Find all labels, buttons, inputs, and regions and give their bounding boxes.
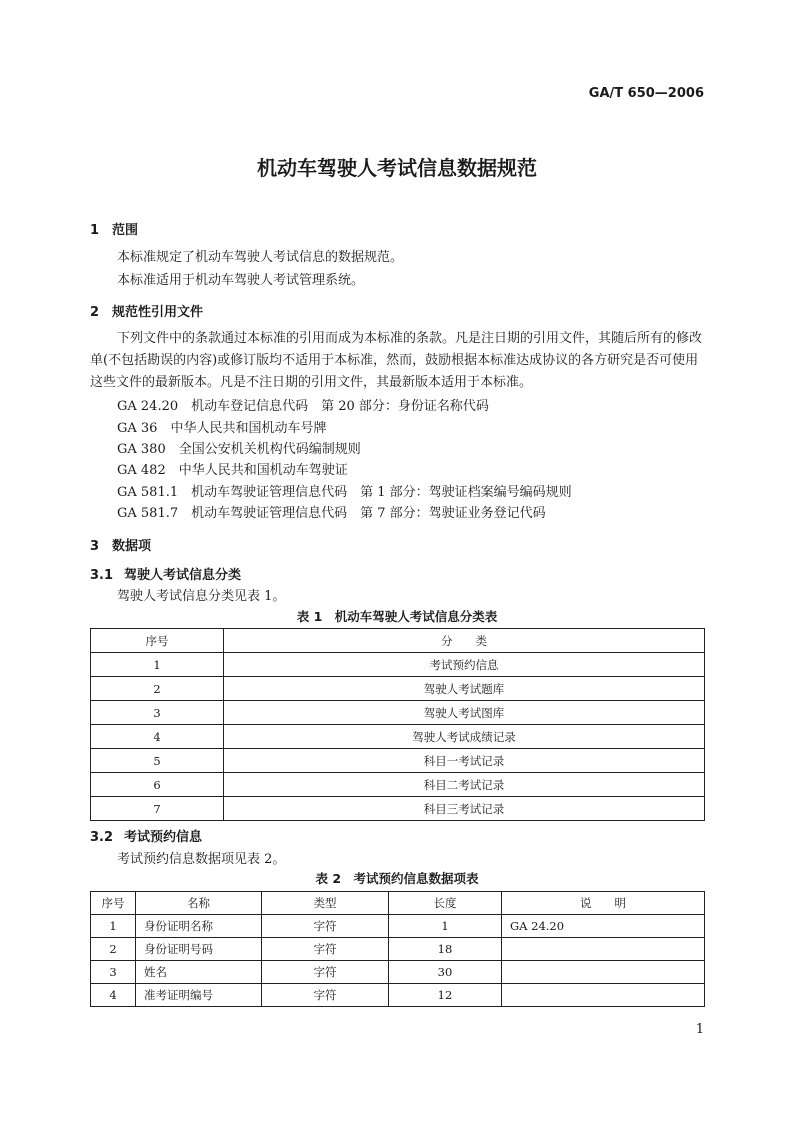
reference-item: GA 482 中华人民共和国机动车驾驶证 <box>117 463 348 478</box>
section-2-intro: 下列文件中的条款通过本标准的引用而成为本标准的条款。凡是注日期的引用文件，其随后所有的修改单(不包括勘误的内容)或修订版均不适用于本标准，然而，鼓励根据本标准达成协议的各方研究是否可使用这些文件的最新版本。凡是不注日期的引用文件，其最新版本适用于本标准。 <box>90 331 703 390</box>
table-cell: 2 <box>91 677 224 701</box>
section-3-heading <box>90 535 151 554</box>
table-cell: 身份证明号码 <box>136 938 262 961</box>
reference-item: GA 24.20 机动车登记信息代码 第 20 部分：身份证名称代码 <box>117 399 489 414</box>
table-row <box>91 701 705 725</box>
table-cell <box>502 984 705 1007</box>
reference-item: GA 581.1 机动车驾驶证管理信息代码 第 1 部分：驾驶证档案编号编码规则 <box>117 485 572 500</box>
section-title: 规范性引用文件 <box>112 305 204 320</box>
table-cell: 1 <box>91 915 136 938</box>
standard-number: GA/T 650—2006 <box>588 86 704 101</box>
table-cell: 4 <box>91 984 136 1007</box>
table-1 <box>90 628 705 821</box>
table-row <box>91 677 705 701</box>
table-row <box>91 725 705 749</box>
table-cell <box>502 961 705 984</box>
section-1-heading <box>90 219 138 238</box>
paragraph: 本标准适用于机动车驾驶人考试管理系统。 <box>117 273 365 288</box>
table-cell: 科目三考试记录 <box>224 797 705 821</box>
reference-item: GA 380 全国公安机关机构代码编制规则 <box>117 442 361 457</box>
section-title: 范围 <box>112 223 139 238</box>
table-cell: 身份证明名称 <box>136 915 262 938</box>
section-number: 3.1 <box>90 568 114 583</box>
table-1-caption: 表 1 机动车驾驶人考试信息分类表 <box>296 609 498 624</box>
table-row <box>91 653 705 677</box>
table-cell: 3 <box>91 701 224 725</box>
table-row <box>91 915 705 938</box>
section-title: 数据项 <box>112 539 152 554</box>
table-cell: 18 <box>389 938 502 961</box>
section-number: 2 <box>90 305 100 320</box>
table-cell: 12 <box>389 984 502 1007</box>
table-cell: 字符 <box>262 915 389 938</box>
table-row <box>91 773 705 797</box>
paragraph: 驾驶人考试信息分类见表 1。 <box>117 589 286 604</box>
column-header: 序号 <box>91 629 224 653</box>
table-2-caption: 表 2 考试预约信息数据项表 <box>315 871 479 886</box>
table-cell: 科目二考试记录 <box>224 773 705 797</box>
table-cell: 5 <box>91 749 224 773</box>
table-cell: 1 <box>389 915 502 938</box>
table-header-row <box>91 892 705 915</box>
section-title: 考试预约信息 <box>124 830 203 845</box>
column-header: 长度 <box>389 892 502 915</box>
table-row <box>91 938 705 961</box>
section-3-1-heading <box>90 564 241 583</box>
column-header: 说 明 <box>502 892 705 915</box>
paragraph: 考试预约信息数据项见表 2。 <box>117 852 286 867</box>
table-cell: 7 <box>91 797 224 821</box>
table-cell: 3 <box>91 961 136 984</box>
section-number: 1 <box>90 223 100 238</box>
table-header-row <box>91 629 705 653</box>
table-cell: 考试预约信息 <box>224 653 705 677</box>
section-2-heading <box>90 301 203 320</box>
table-cell: 科目一考试记录 <box>224 749 705 773</box>
document-title: 机动车驾驶人考试信息数据规范 <box>257 156 537 180</box>
table-cell: 4 <box>91 725 224 749</box>
table-cell: 字符 <box>262 984 389 1007</box>
table-cell: GA 24.20 <box>502 915 705 938</box>
table-cell: 姓名 <box>136 961 262 984</box>
section-number: 3 <box>90 539 100 554</box>
section-number: 3.2 <box>90 830 114 845</box>
table-cell: 字符 <box>262 938 389 961</box>
page-number: 1 <box>695 1022 704 1037</box>
section-3-2-heading <box>90 826 202 845</box>
table-row <box>91 984 705 1007</box>
reference-item: GA 36 中华人民共和国机动车号牌 <box>117 421 327 436</box>
table-cell: 2 <box>91 938 136 961</box>
table-cell: 字符 <box>262 961 389 984</box>
column-header: 名称 <box>136 892 262 915</box>
section-title: 驾驶人考试信息分类 <box>124 568 242 583</box>
table-cell: 30 <box>389 961 502 984</box>
table-row <box>91 749 705 773</box>
table-cell: 驾驶人考试图库 <box>224 701 705 725</box>
table-cell <box>502 938 705 961</box>
table-row <box>91 961 705 984</box>
table-cell: 驾驶人考试题库 <box>224 677 705 701</box>
table-cell: 准考证明编号 <box>136 984 262 1007</box>
column-header: 分 类 <box>224 629 705 653</box>
table-cell: 1 <box>91 653 224 677</box>
column-header: 类型 <box>262 892 389 915</box>
paragraph: 本标准规定了机动车驾驶人考试信息的数据规范。 <box>117 250 404 265</box>
table-cell: 驾驶人考试成绩记录 <box>224 725 705 749</box>
table-cell: 6 <box>91 773 224 797</box>
reference-item: GA 581.7 机动车驾驶证管理信息代码 第 7 部分：驾驶证业务登记代码 <box>117 506 546 521</box>
table-row <box>91 797 705 821</box>
table-2 <box>90 891 705 1007</box>
column-header: 序号 <box>91 892 136 915</box>
